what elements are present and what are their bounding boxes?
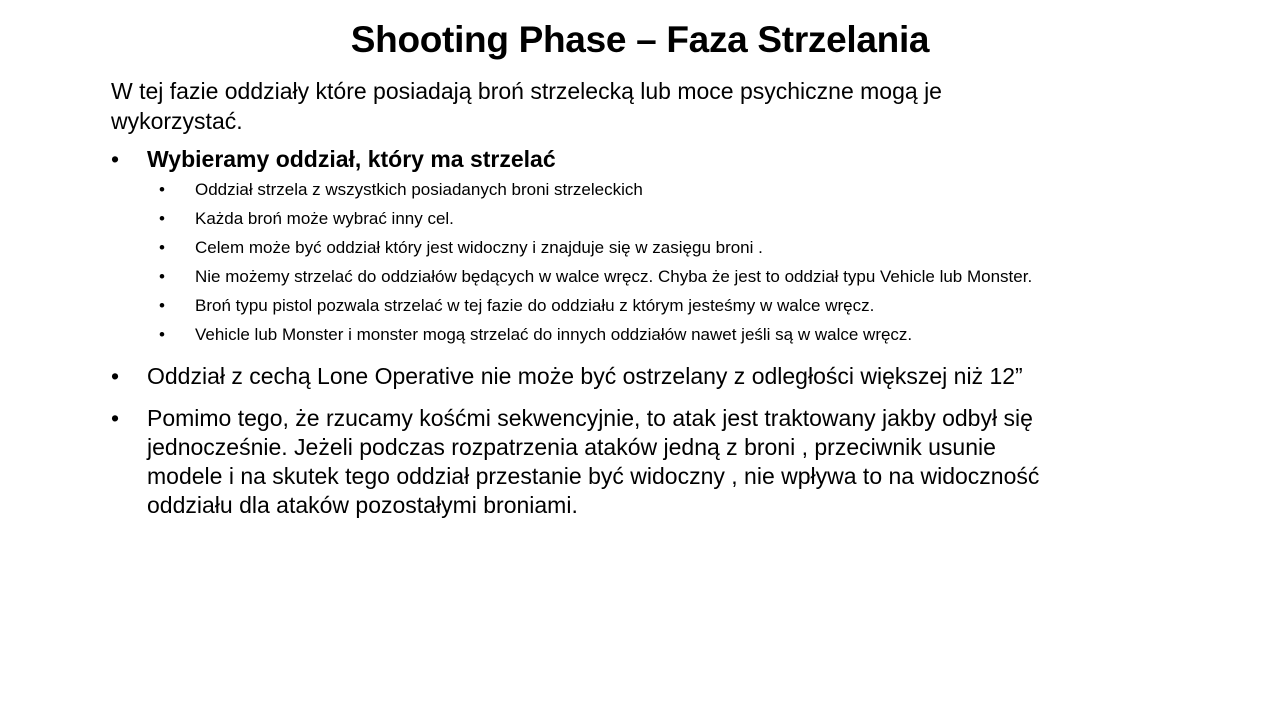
bullet-dot: • [111,146,120,172]
sub-bullet-text: Vehicle lub Monster i monster mogą strzelać do innych oddziałów nawet jeśli są w walce wręcz. [195,325,913,344]
sub-bullet-list [111,179,1071,346]
sub-bullet-dot: • [159,325,165,344]
sub-bullet-dot: • [159,209,165,228]
bullet-text: Oddział z cechą Lone Operative nie może być ostrzelany z odległości większej niż 12” [147,363,1023,389]
sub-bullet-dot: • [159,267,165,286]
sub-bullet-text: Nie możemy strzelać do oddziałów będących w walce wręcz. Chyba że jest to oddział typu Vehicle lub Monster. [195,267,1033,286]
slide-title: Shooting Phase – Faza Strzelania [350,19,930,60]
bullet-item [111,362,1071,391]
sub-bullet-text: Broń typu pistol pozwala strzelać w tej fazie do oddziału z którym jesteśmy w walce wręcz. [195,296,875,315]
bullet-dot: • [111,363,120,389]
intro-paragraph: W tej fazie oddziały które posiadają broń strzelecką lub moce psychiczne mogą je wykorzystać. [111,78,942,134]
sub-bullet-dot: • [159,238,165,257]
sub-bullet-item [111,266,1045,288]
sub-bullet-text: Każda broń może wybrać inny cel. [195,209,454,228]
bullet-item [111,145,1071,174]
bullet-list [111,145,1071,520]
sub-bullet-text: Celem może być oddział który jest widoczny i znajduje się w zasięgu broni . [195,238,763,257]
sub-bullet-item [111,208,1045,230]
sub-bullet-dot: • [159,180,165,199]
bullet-dot: • [111,405,120,431]
bullet-item [111,404,1071,520]
sub-bullet-dot: • [159,296,165,315]
bullet-text: Wybieramy oddział, który ma strzelać [147,146,556,172]
sub-bullet-item [111,324,1045,346]
sub-bullet-item [111,295,1045,317]
sub-bullet-item [111,237,1045,259]
bullet-text: Pomimo tego, że rzucamy kośćmi sekwencyjnie, to atak jest traktowany jakby odbył się jednocześnie. Jeżeli podczas rozpatrzenia ataków jedną z broni , przeciwnik usunie modele i na skutek tego oddział przestanie być widoczny , nie wpływa to na widoczność oddziału dla ataków pozostałymi broniami. [147,405,1040,518]
sub-bullet-item [111,179,1045,201]
sub-bullet-text: Oddział strzela z wszystkich posiadanych broni strzeleckich [195,180,643,199]
